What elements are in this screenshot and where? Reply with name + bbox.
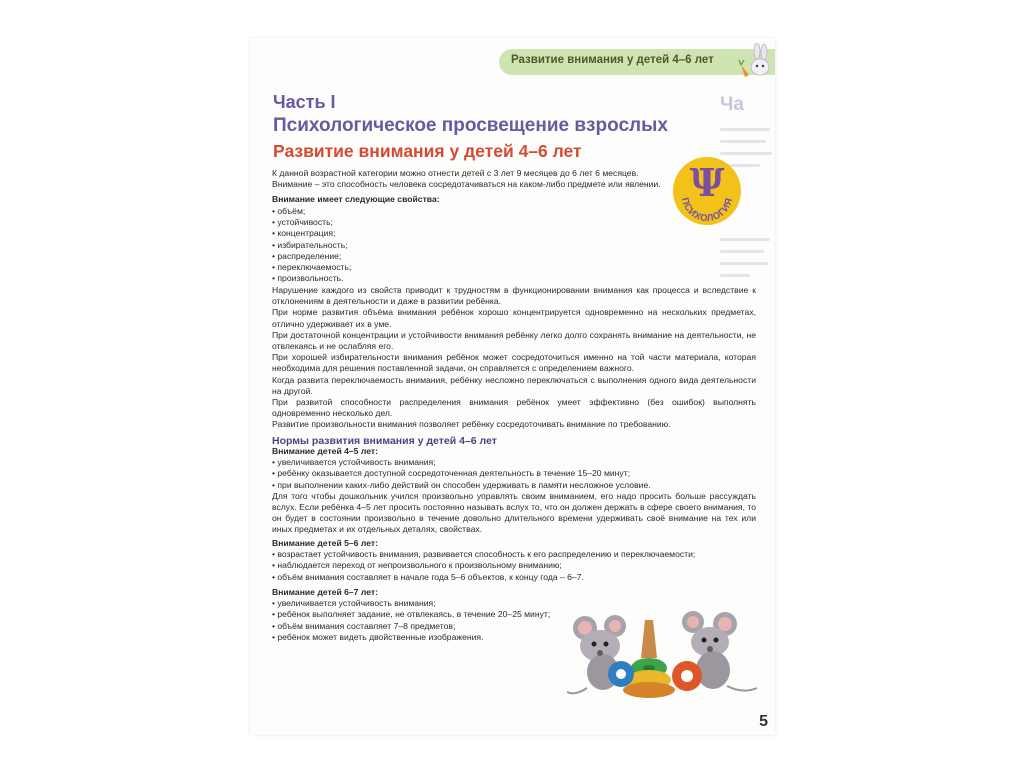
list-item: • произвольность.	[272, 273, 344, 284]
list-item: • объём внимания составляет 7–8 предметов;	[272, 620, 456, 631]
age-5-6-heading: Внимание детей 5–6 лет:	[272, 538, 378, 548]
running-header-text: Развитие внимания у детей 4–6 лет	[511, 54, 714, 66]
list-item: • ребёнку оказывается доступной сосредоточенная деятельность в течение 15–20 минут;	[272, 468, 631, 479]
list-item: • концентрация;	[272, 228, 336, 239]
paragraph: Когда развита переключаемость внимания, ребёнку несложно переключаться с выполнения одного вида деятельности на другой.	[272, 374, 756, 396]
list-item: • избирательность;	[272, 239, 348, 250]
age-4-5-heading: Внимание детей 4–5 лет:	[272, 446, 378, 456]
book-page	[250, 38, 775, 735]
list-item: • наблюдается переход от непроизвольного к произвольному вниманию;	[272, 560, 562, 571]
list-item: • возрастает устойчивость внимания, развивается способность к его распределению и переключаемости;	[272, 549, 696, 560]
list-item: • увеличивается устойчивость внимания;	[272, 457, 436, 468]
page-number: 5	[759, 713, 768, 730]
part-heading: Часть I	[273, 92, 336, 112]
paragraph: При норме развития объёма внимания ребёнок хорошо концентрируется одновременно на нескольких предметах, отлично удерживает их в уме.	[272, 307, 756, 329]
paragraph: Нарушение каждого из свойств приводит к трудностям в функционировании внимания как процесса и вследствие к отклонениям в деятельности и даже в развитии ребёнка.	[272, 285, 756, 307]
body-paragraphs	[272, 285, 756, 431]
list-item: • объём;	[272, 206, 306, 216]
properties-heading: Внимание имеет следующие свойства:	[272, 194, 440, 204]
facing-page-bleed-through: Ча	[720, 88, 775, 318]
bunny-carrot-icon	[735, 43, 773, 83]
list-item: • устойчивость;	[272, 217, 333, 228]
properties-list	[272, 206, 756, 284]
list-item: • при выполнении каких-либо действий он способен удерживать в памяти несложное условие.	[272, 479, 651, 490]
intro-line: Внимание – это способность человека сосредотачиваться на каком-либо предмете или явлении.	[272, 179, 661, 190]
age-4-5-note: Для того чтобы дошкольник учился произвольно управлять своим вниманием, его надо просить больше рассуждать вслух. Если ребёнка 4–5 лет просить постоянно называть вслух то, что он должен держать в сфере своего внимания, то он будет в состоянии произвольно в течение довольно длительного времени удерживать своё внимание на тех или иных предметах и их отдельных деталях, свойствах.	[272, 490, 756, 535]
paragraph: При достаточной концентрации и устойчивости внимания ребёнку легко долго сохранять внимание на деятельности, не отвлекаясь и не ослабляя его.	[272, 329, 756, 352]
norms-title: Нормы развития внимания у детей 4–6 лет	[272, 435, 497, 447]
list-item: • увеличивается устойчивость внимания;	[272, 598, 436, 609]
running-header	[499, 49, 775, 75]
paragraph: При развитой способности распределения внимания ребёнок умеет эффективно (без ошибок) выполнять одновременно несколько дел.	[272, 397, 756, 419]
badge-label: ПСИХОЛОГИЯ	[678, 196, 736, 225]
list-item: • объём внимания составляет в начале года 5–6 объектов, к концу года – 6–7.	[272, 571, 584, 582]
list-item: • переключаемость;	[272, 262, 352, 273]
age-4-5-block	[272, 446, 756, 536]
age-6-7-heading: Внимание детей 6–7 лет:	[272, 587, 378, 597]
section-title: Психологическое просвещение взрослых	[273, 115, 668, 136]
age-5-6-block	[272, 538, 756, 583]
intro-line: К данной возрастной категории можно отнести детей с 3 лет 9 месяцев до 6 лет 6 месяцев.	[272, 168, 639, 178]
list-item: • ребёнок выполняет задание, не отвлекаясь, в течение 20–25 минут;	[272, 609, 551, 620]
list-item: • ребёнок может видеть двойственные изображения.	[272, 631, 484, 642]
paragraph: При хорошей избирательности внимания ребёнок может сосредоточиться именно на той части материала, которая необходима для решения поставленной задачи, он справляется с определением важного.	[272, 352, 756, 374]
mice-pyramid-illustration	[565, 608, 765, 700]
intro-text	[272, 168, 667, 190]
paragraph: Развитие произвольности внимания позволяет ребёнку сосредоточивать внимание по требованию.	[272, 419, 671, 430]
list-item: • распределение;	[272, 250, 342, 261]
topic-title: Развитие внимания у детей 4–6 лет	[273, 141, 582, 161]
psi-symbol: Ψ	[689, 160, 725, 205]
